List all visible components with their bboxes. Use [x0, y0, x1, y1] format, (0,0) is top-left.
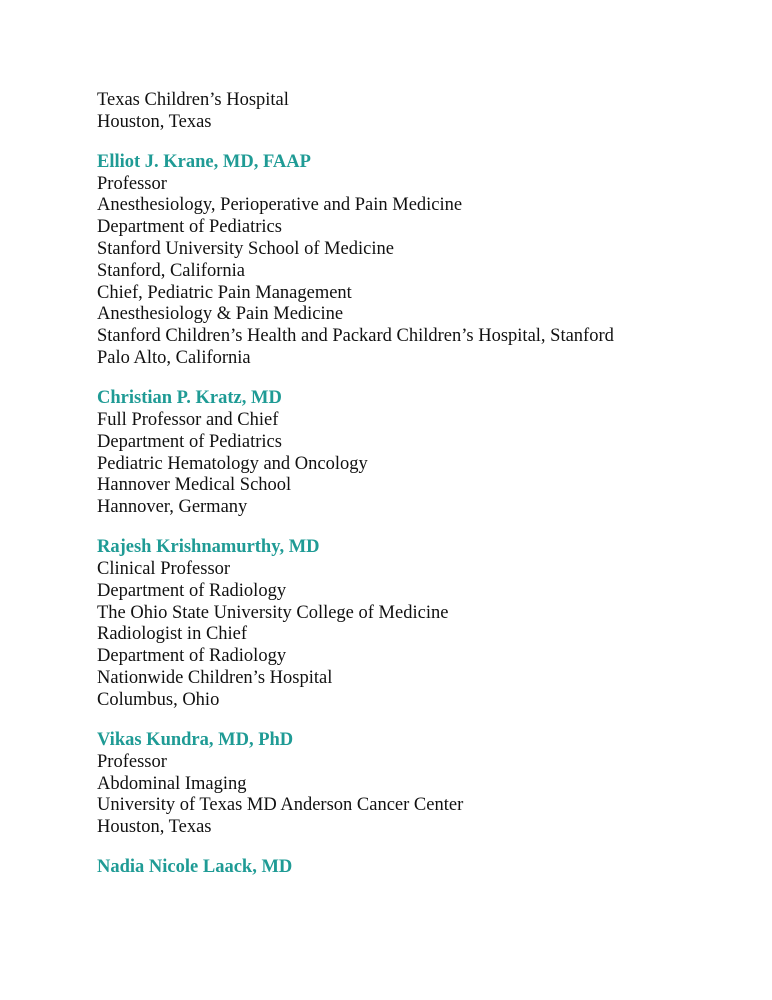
faculty-name: Nadia Nicole Laack, MD: [97, 857, 293, 878]
affiliation-line: Stanford, California: [97, 260, 245, 281]
affiliation-line: Anesthesiology, Perioperative and Pain Medicine: [97, 195, 463, 216]
affiliation-line: University of Texas MD Anderson Cancer Center: [97, 795, 464, 816]
affiliation-line: Clinical Professor: [97, 559, 231, 580]
faculty-name: Christian P. Kratz, MD: [97, 388, 282, 409]
affiliation-line: Columbus, Ohio: [97, 689, 220, 710]
faculty-entry-laack: [97, 857, 757, 879]
affiliation-line: Houston, Texas: [97, 111, 212, 132]
affiliation-line: Department of Pediatrics: [97, 217, 282, 238]
affiliation-line: Nationwide Children’s Hospital: [97, 668, 333, 689]
affiliation-line: Abdominal Imaging: [97, 773, 247, 794]
faculty-name: Rajesh Krishnamurthy, MD: [97, 537, 320, 558]
faculty-list: [97, 90, 757, 897]
affiliation-line: Hannover, Germany: [97, 497, 248, 518]
affiliation-line: Radiologist in Chief: [97, 624, 248, 645]
faculty-entry-krane: [97, 152, 757, 370]
affiliation-line: Department of Radiology: [97, 646, 287, 667]
faculty-name: Vikas Kundra, MD, PhD: [97, 729, 294, 750]
affiliation-line: Stanford University School of Medicine: [97, 239, 394, 260]
faculty-entry-kundra: [97, 730, 757, 839]
faculty-entry-kratz: [97, 388, 757, 519]
affiliation-line: Anesthesiology & Pain Medicine: [97, 304, 344, 325]
affiliation-line: Houston, Texas: [97, 817, 212, 838]
faculty-entry-continued: [97, 90, 757, 134]
affiliation-line: Hannover Medical School: [97, 475, 292, 496]
affiliation-line: Chief, Pediatric Pain Management: [97, 282, 352, 303]
affiliation-line: Professor: [97, 173, 167, 194]
faculty-name: Elliot J. Krane, MD, FAAP: [97, 151, 311, 172]
affiliation-line: Palo Alto, California: [97, 348, 251, 369]
affiliation-line: Department of Radiology: [97, 580, 287, 601]
affiliation-line: Professor: [97, 751, 167, 772]
affiliation-line: Pediatric Hematology and Oncology: [97, 453, 368, 474]
faculty-entry-krishnamurthy: [97, 537, 757, 711]
affiliation-line: Stanford Children’s Health and Packard Children’s Hospital, Stanford: [97, 326, 614, 347]
affiliation-line: Full Professor and Chief: [97, 409, 279, 430]
affiliation-line: Texas Children’s Hospital: [97, 90, 289, 110]
affiliation-line: Department of Pediatrics: [97, 431, 282, 452]
affiliation-line: The Ohio State University College of Medicine: [97, 602, 449, 623]
